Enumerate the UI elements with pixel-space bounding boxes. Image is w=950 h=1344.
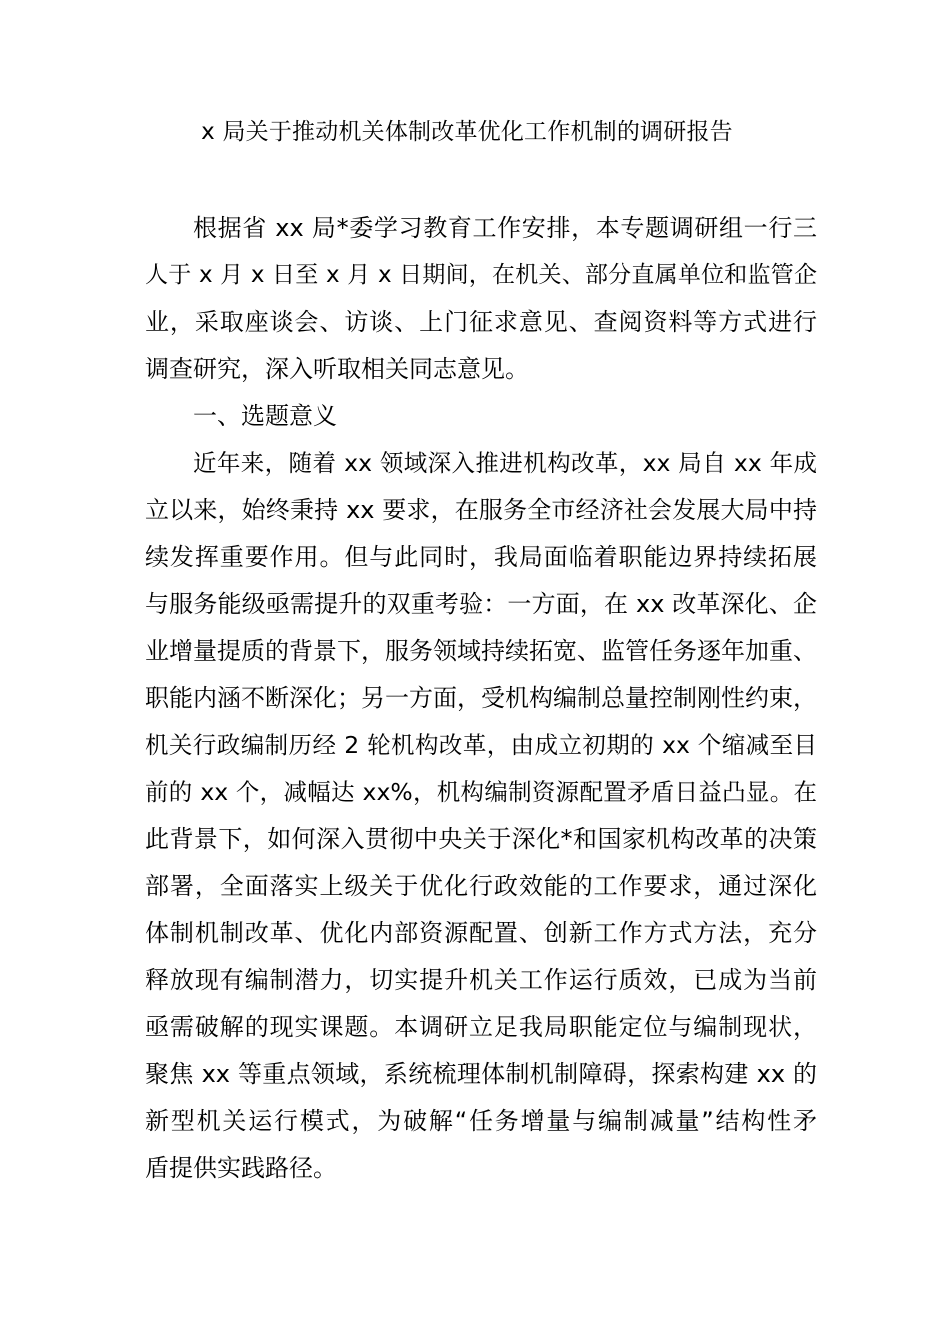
paragraph-2-line-10: 部署，全面落实上级关于优化行政效能的工作要求，通过深化 — [145, 872, 817, 900]
paragraph-1-line-4: 调查研究，深入听取相关同志意见。 — [145, 355, 529, 383]
paragraph-2-line-6: 职能内涵不断深化；另一方面，受机构编制总量控制刚性约束， — [145, 684, 817, 712]
section-heading: 一、选题意义 — [193, 402, 337, 430]
paragraph-2-line-13: 亟需破解的现实课题。本调研立足我局职能定位与编制现状， — [145, 1013, 817, 1041]
paragraph-2-line-5: 业增量提质的背景下，服务领域持续拓宽、监管任务逐年加重、 — [145, 637, 817, 665]
paragraph-2-line-7: 机关行政编制历经 2 轮机构改革，由成立初期的 xx 个缩减至目 — [145, 731, 817, 759]
paragraph-2-line-2: 立以来，始终秉持 xx 要求，在服务全市经济社会发展大局中持 — [145, 496, 817, 524]
paragraph-2-line-4: 与服务能级亟需提升的双重考验：一方面，在 xx 改革深化、企 — [145, 590, 817, 618]
paragraph-2-line-1: 近年来，随着 xx 领域深入推进机构改革，xx 局自 xx 年成 — [193, 449, 817, 477]
paragraph-1-line-3: 业，采取座谈会、访谈、上门征求意见、查阅资料等方式进行 — [145, 308, 817, 336]
paragraph-2-line-15: 新型机关运行模式，为破解“任务增量与编制减量”结构性矛 — [145, 1107, 817, 1135]
paragraph-1-line-2: 人于 x 月 x 日至 x 月 x 日期间，在机关、部分直属单位和监管企 — [145, 262, 817, 288]
paragraph-2-line-14: 聚焦 xx 等重点领域，系统梳理体制机制障碍，探索构建 xx 的 — [145, 1060, 817, 1088]
paragraph-2-line-12: 释放现有编制潜力，切实提升机关工作运行质效，已成为当前 — [145, 966, 817, 994]
paragraph-2-line-16: 盾提供实践路径。 — [145, 1154, 337, 1182]
paragraph-1-line-1: 根据省 xx 局*委学习教育工作安排，本专题调研组一行三 — [193, 214, 817, 242]
paragraph-2-line-9: 此背景下，如何深入贯彻中央关于深化*和国家机构改革的决策 — [145, 825, 817, 853]
paragraph-2-line-3: 续发挥重要作用。但与此同时，我局面临着职能边界持续拓展 — [145, 543, 817, 571]
paragraph-2-line-8: 前的 xx 个，减幅达 xx%，机构编制资源配置矛盾日益凸显。在 — [145, 778, 817, 806]
document-title: x 局关于推动机关体制改革优化工作机制的调研报告 — [201, 119, 733, 145]
paragraph-2-line-11: 体制机制改革、优化内部资源配置、创新工作方式方法，充分 — [145, 919, 817, 947]
